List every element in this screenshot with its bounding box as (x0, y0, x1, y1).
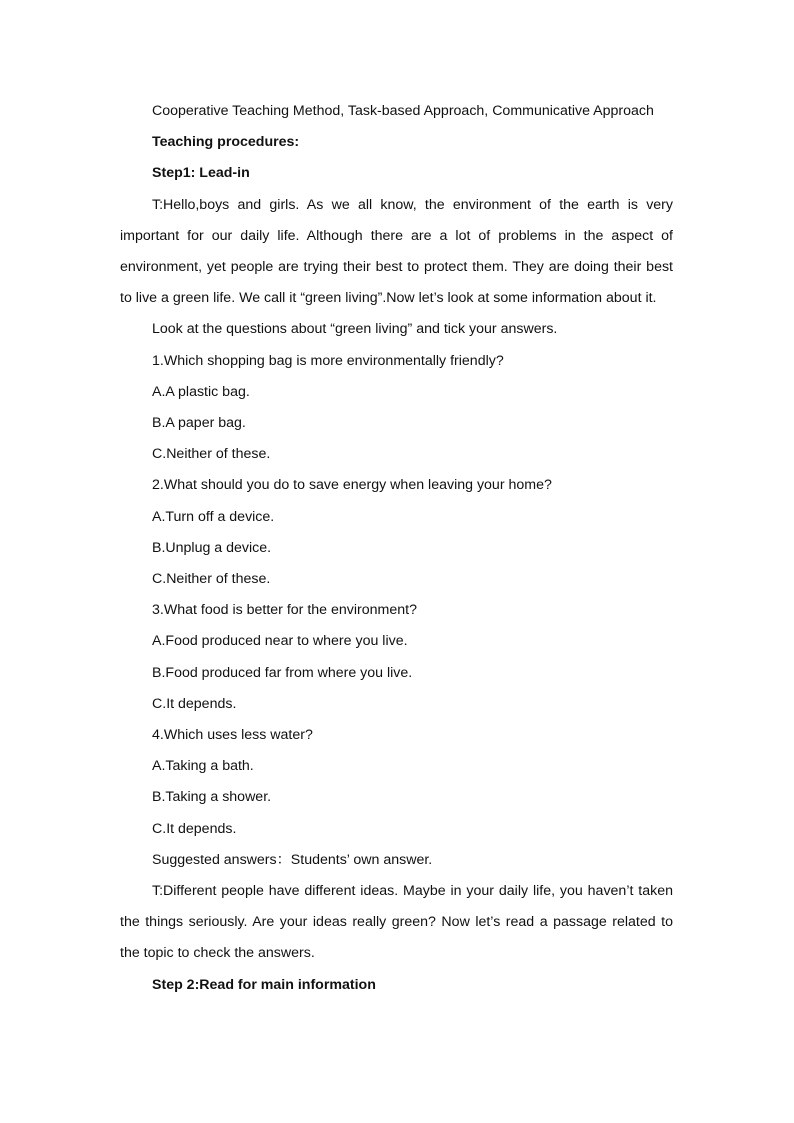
answer-option: A.Taking a bath. (152, 758, 254, 775)
answer-option: B.Taking a shower. (152, 789, 272, 806)
step1-heading: Step1: Lead-in (152, 165, 250, 182)
question-block (120, 720, 673, 845)
question-text: 2.What should you do to save energy when leaving your home? (152, 477, 552, 494)
instruction-line: Look at the questions about “green living” and tick your answers. (152, 321, 558, 338)
answer-option: B.A paper bag. (152, 415, 246, 432)
step2-heading: Step 2:Read for main information (152, 976, 376, 993)
answer-option: A.Food produced near to where you live. (152, 633, 408, 650)
teaching-methods-line: Cooperative Teaching Method, Task-based Approach, Communicative Approach (152, 103, 654, 119)
page-content (120, 96, 673, 1001)
answer-option: C.Neither of these. (152, 446, 271, 463)
question-text: 1.Which shopping bag is more environmentally friendly? (152, 352, 504, 369)
answer-option: C.It depends. (152, 820, 237, 837)
question-block (120, 470, 673, 595)
closing-paragraph: T:Different people have different ideas. Maybe in your daily life, you haven’t taken the things seriously. Are your ideas really green? Now let’s read a passage related to the topic to check the answers. (120, 883, 673, 962)
question-text: 3.What food is better for the environment? (152, 602, 417, 619)
answer-option: A.Turn off a device. (152, 508, 275, 525)
intro-paragraph: T:Hello,boys and girls. As we all know, the environment of the earth is very important for our daily life. Although there are a lot of problems in the aspect of environment, yet people are trying their best to protect them. They are doing their best to live a green life. We call it “green living”.Now let’s look at some information about it. (120, 196, 673, 307)
question-block (120, 595, 673, 720)
answer-option: B.Unplug a device. (152, 539, 272, 556)
answer-option: C.It depends. (152, 695, 237, 712)
suggested-answers-line: Suggested answers：Students’ own answer. (152, 851, 433, 868)
answer-option: A.A plastic bag. (152, 383, 250, 400)
answer-option: B.Food produced far from where you live. (152, 664, 413, 681)
teaching-procedures-heading: Teaching procedures: (152, 134, 300, 151)
question-text: 4.Which uses less water? (152, 727, 313, 744)
question-block (120, 346, 673, 471)
answer-option: C.Neither of these. (152, 571, 271, 588)
